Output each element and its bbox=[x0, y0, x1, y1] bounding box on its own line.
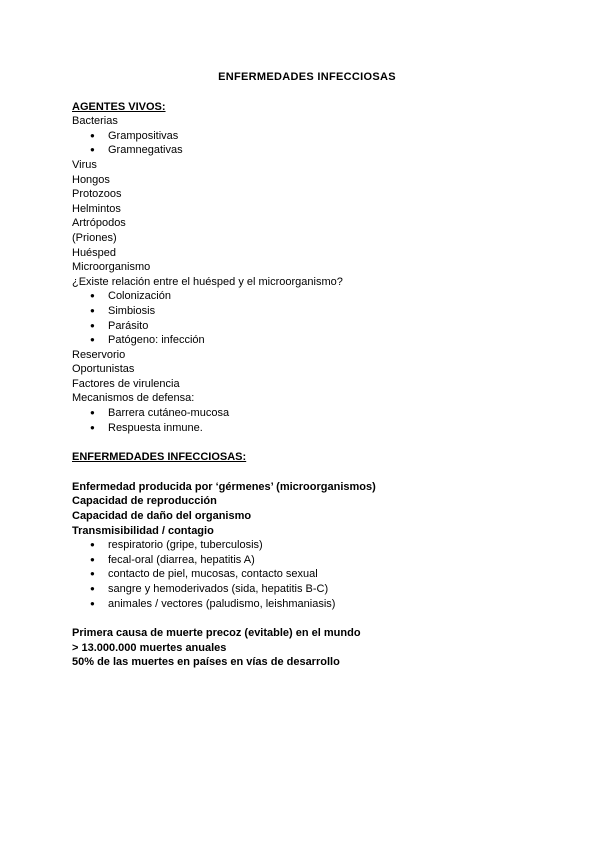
text-line-agent: Huésped bbox=[72, 246, 117, 259]
document-title: ENFERMEDADES INFECCIOSAS bbox=[218, 71, 396, 83]
text-line-agent: Virus bbox=[72, 158, 97, 171]
relations-list bbox=[72, 289, 542, 347]
list-item: ● sangre y hemoderivados (sida, hepatitis B-C) bbox=[72, 582, 542, 597]
spacer bbox=[72, 85, 542, 100]
list-item: ● Respuesta inmune. bbox=[72, 421, 542, 436]
bacteria-types-list bbox=[72, 129, 542, 158]
text-line-term: Oportunistas bbox=[72, 363, 135, 376]
text-line-term: Reservorio bbox=[72, 348, 126, 361]
section-heading-agentes-vivos: AGENTES VIVOS: bbox=[72, 100, 166, 113]
list-item: ● Colonización bbox=[72, 289, 542, 304]
text-line-agent: Artrópodos bbox=[72, 217, 126, 230]
spacer bbox=[72, 435, 542, 450]
list-item: ● Parásito bbox=[72, 319, 542, 334]
list-item: ● Grampositivas bbox=[72, 129, 542, 144]
text-line-agent: Protozoos bbox=[72, 188, 122, 201]
list-item: ● animales / vectores (paludismo, leishmaniasis) bbox=[72, 597, 542, 612]
list-item: ● Barrera cutáneo-mucosa bbox=[72, 406, 542, 421]
bold-line: Capacidad de reproducción bbox=[72, 495, 217, 508]
text-line-agent: Hongos bbox=[72, 173, 110, 186]
text-line-question: ¿Existe relación entre el huésped y el microorganismo? bbox=[72, 275, 343, 288]
bold-line: Transmisibilidad / contagio bbox=[72, 524, 214, 537]
text-line-bacterias: Bacterias bbox=[72, 115, 118, 128]
text-line-agent: Microorganismo bbox=[72, 261, 151, 274]
list-item: ● fecal-oral (diarrea, hepatitis A) bbox=[72, 553, 542, 568]
text-line-agent: (Priones) bbox=[72, 231, 117, 244]
list-item: ● respiratorio (gripe, tuberculosis) bbox=[72, 538, 542, 553]
text-line-term: Mecanismos de defensa: bbox=[72, 392, 195, 405]
text-line-agent: Helmintos bbox=[72, 202, 121, 215]
closing-line: Primera causa de muerte precoz (evitable) en el mundo bbox=[72, 627, 361, 640]
defenses-list bbox=[72, 406, 542, 435]
list-item: ● contacto de piel, mucosas, contacto sexual bbox=[72, 567, 542, 582]
document-page bbox=[72, 70, 542, 670]
list-item: ● Gramnegativas bbox=[72, 143, 542, 158]
list-item: ● Patógeno: infección bbox=[72, 333, 542, 348]
spacer bbox=[72, 611, 542, 626]
closing-line: > 13.000.000 muertes anuales bbox=[72, 641, 227, 654]
bold-line: Enfermedad producida por ‘gérmenes’ (microorganismos) bbox=[72, 480, 376, 493]
closing-line: 50% de las muertes en países en vías de desarrollo bbox=[72, 656, 340, 669]
list-item: ● Simbiosis bbox=[72, 304, 542, 319]
text-line-term: Factores de virulencia bbox=[72, 377, 180, 390]
section-heading-enfermedades: ENFERMEDADES INFECCIOSAS: bbox=[72, 451, 247, 464]
spacer bbox=[72, 465, 542, 480]
transmission-list bbox=[72, 538, 542, 611]
bold-line: Capacidad de daño del organismo bbox=[72, 510, 252, 523]
